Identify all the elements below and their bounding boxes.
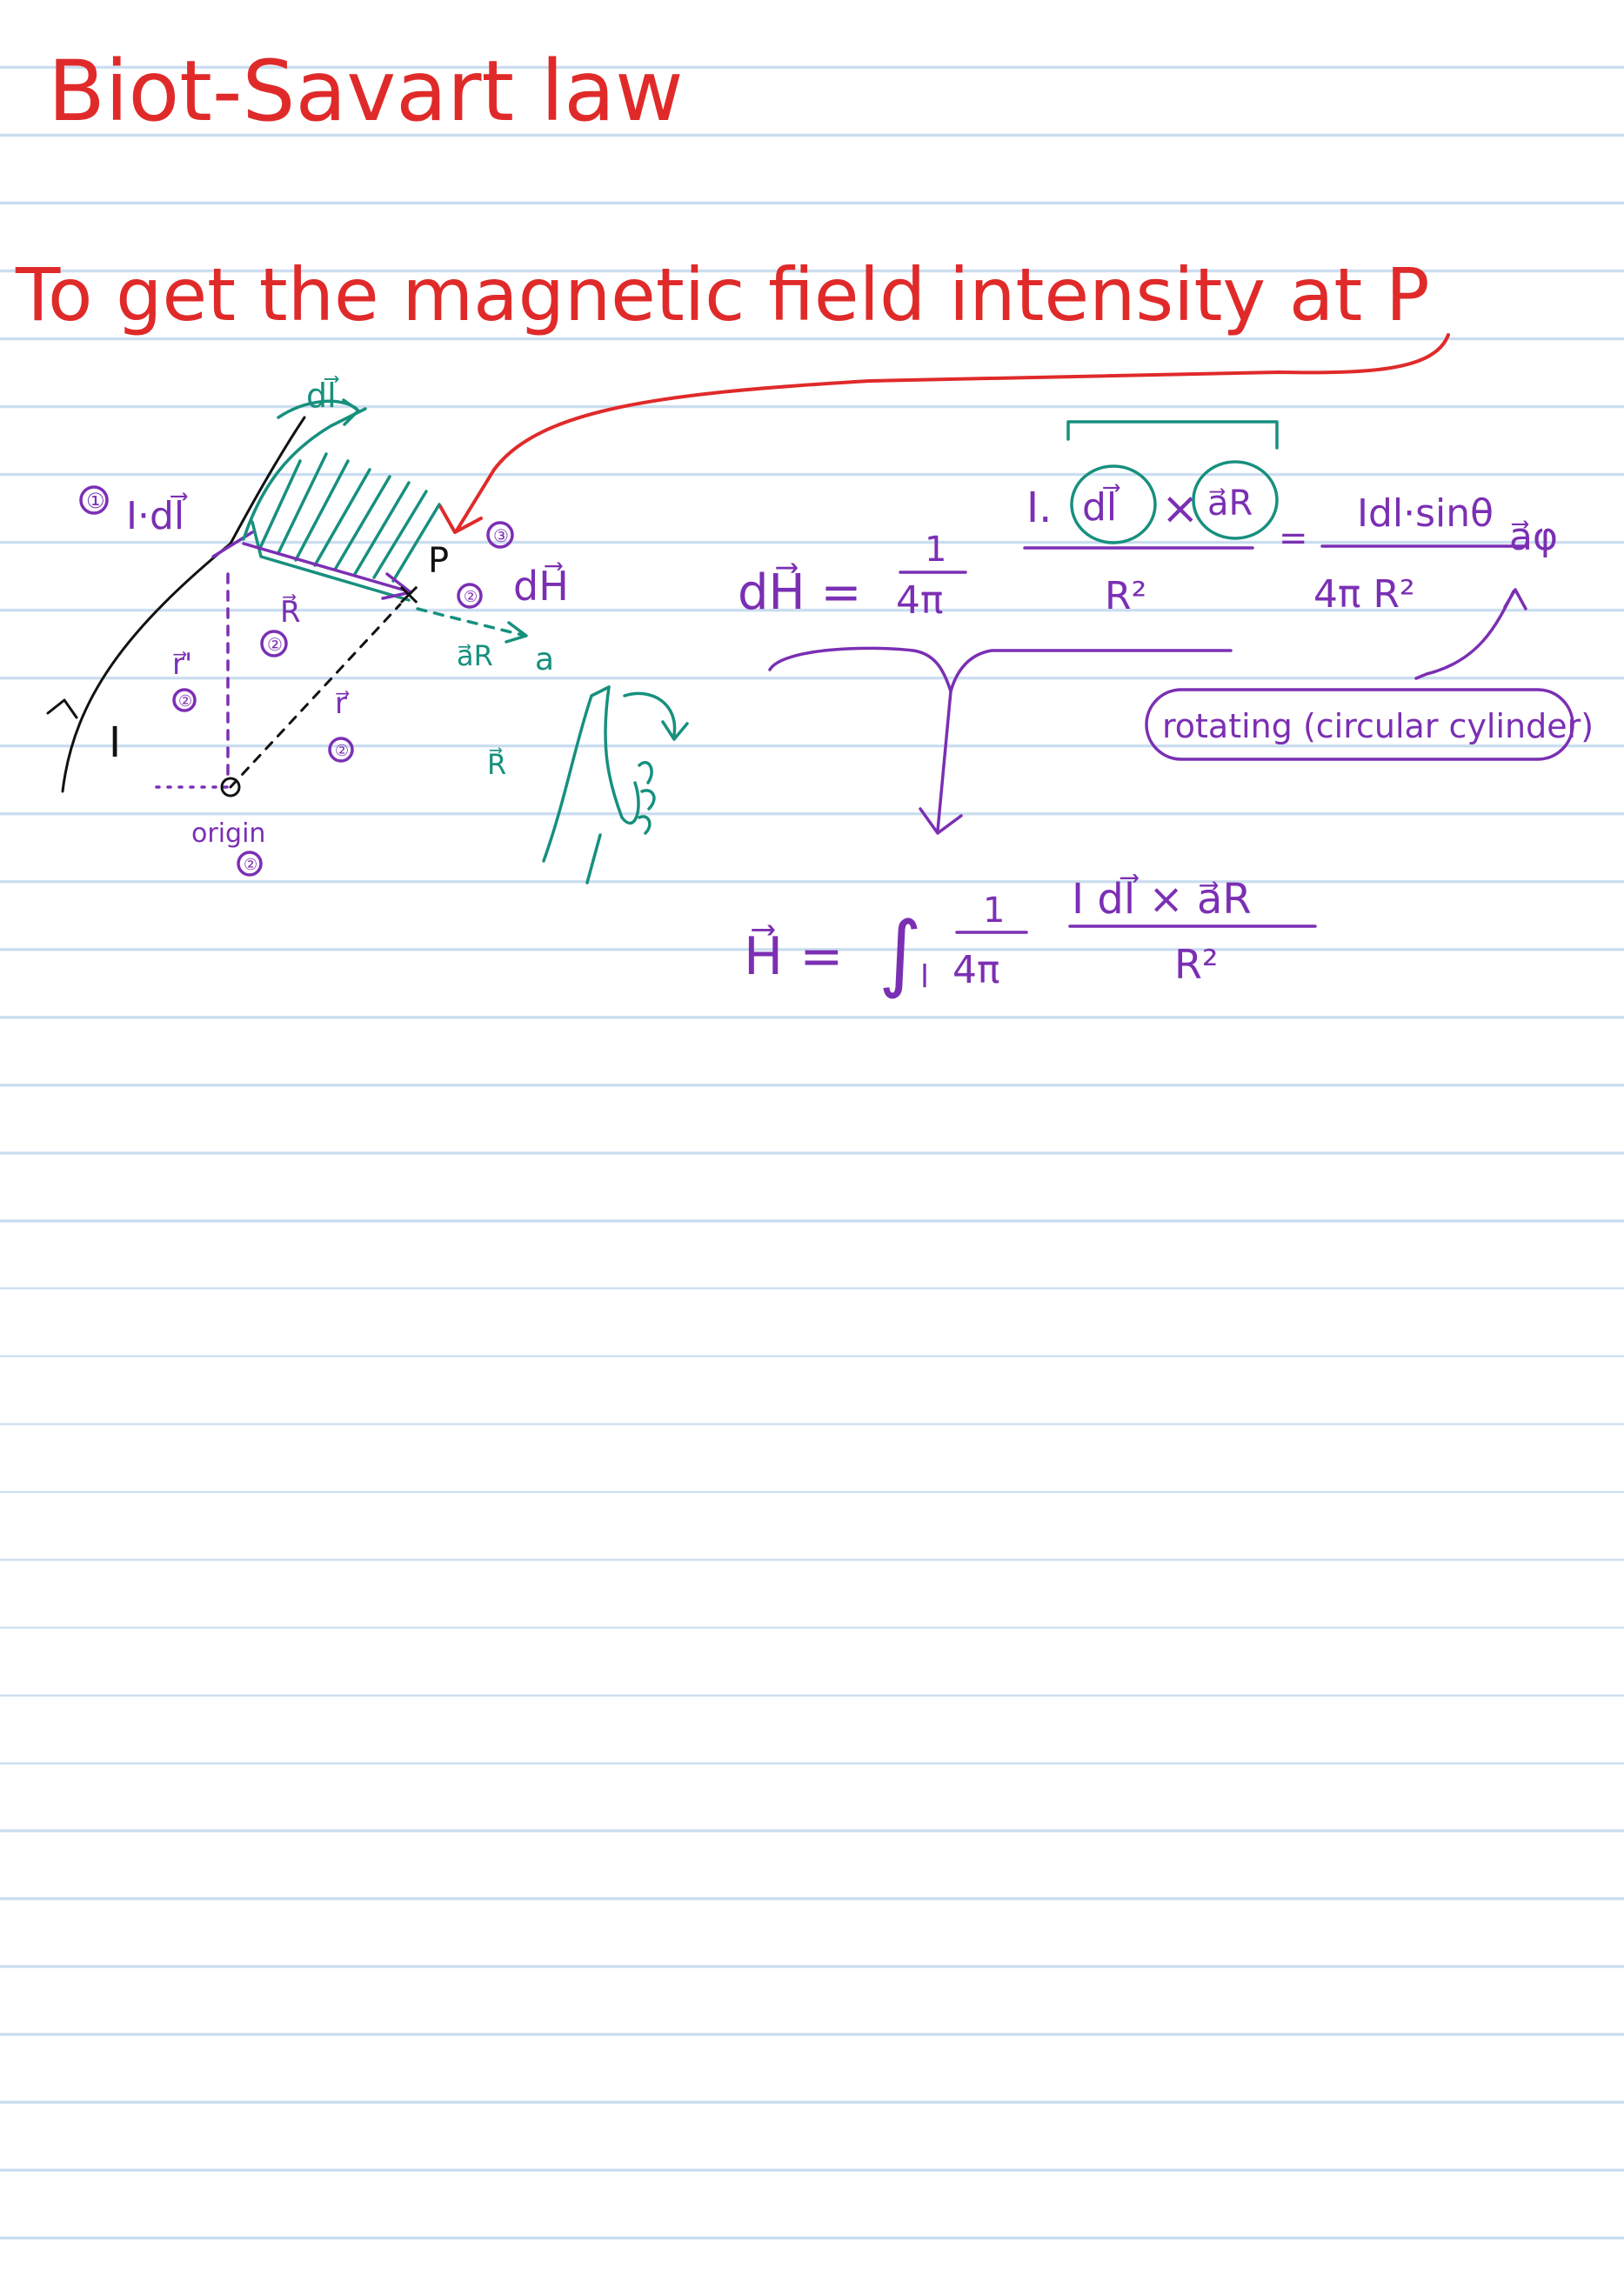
eq2-coef-den: 4π: [952, 948, 1000, 992]
page-title: Biot-Savart law: [48, 43, 684, 140]
eq2-coef-num: 1: [983, 891, 1006, 931]
R-label: R⃗: [487, 748, 507, 781]
eq1-frac1-aR: a⃗R: [1207, 484, 1253, 524]
current-element-label: I·dl⃗: [126, 494, 185, 538]
eq1-frac1-dl: dl⃗: [1082, 485, 1118, 530]
eq2-integral: ∫: [879, 904, 923, 1001]
vector-r-label: r⃗: [335, 686, 347, 721]
brace-stem: [938, 691, 951, 831]
eq1-frac2-den: 4π R²: [1313, 572, 1415, 617]
eq2-lhs: H⃗ =: [744, 926, 844, 987]
origin-label: origin: [191, 818, 266, 849]
aR-line: [418, 609, 522, 635]
aR-label: a⃗R: [457, 639, 493, 672]
eq1-note: rotating (circular cylinder): [1162, 707, 1594, 745]
eq1-coef-den: 4π: [896, 578, 944, 623]
group-brace: [770, 648, 1231, 691]
vector-r-prime-label: r⃗': [172, 647, 193, 682]
right-hand-icon: [544, 687, 687, 883]
red-connector-arrow: [457, 335, 1448, 531]
step3-label: ③: [493, 525, 509, 546]
dH-label: dH⃗: [513, 563, 569, 610]
eq2-sub: l: [920, 959, 930, 995]
eq1-frac1-I: I.: [1026, 484, 1053, 532]
step2-label-d: ②: [244, 856, 258, 874]
vector-r-line: [231, 604, 400, 787]
step2-label-a: ②: [178, 692, 193, 711]
current-arrow-icon: [48, 700, 77, 718]
eq2-den: R²: [1174, 941, 1219, 988]
note-arrowhead-icon: [1505, 590, 1526, 609]
step1-label: ①: [86, 489, 105, 513]
step2-label-e: ②: [464, 588, 478, 606]
note-arrow: [1416, 591, 1514, 678]
wire-curve: [63, 544, 231, 791]
step2-label-c: ②: [335, 742, 350, 760]
current-label: I: [109, 718, 122, 767]
dl-label: dl⃗: [306, 377, 337, 415]
point-p-marker-icon: ×: [396, 577, 423, 612]
eq1-frac1-den: R²: [1105, 574, 1147, 618]
hatched-plane: [244, 400, 439, 600]
eq2-num: I dl⃗ × a⃗R: [1072, 875, 1252, 924]
vector-R-label: R⃗: [280, 595, 301, 630]
page-subtitle: To get the magnetic field intensity at P: [16, 252, 1430, 337]
numerator-bracket: [1068, 422, 1277, 448]
eq1-equals: =: [1279, 518, 1308, 558]
point-p-label: P: [428, 541, 450, 581]
eq1-coef-num: 1: [925, 530, 947, 570]
eq1-lhs: dH⃗ =: [738, 564, 862, 621]
eq1-frac2-num: Idl·sinθ: [1357, 491, 1494, 536]
eq1-unit-vector: a⃗φ: [1509, 515, 1558, 559]
step2-label-b: ②: [267, 634, 283, 655]
red-arrowhead-icon: [440, 506, 481, 532]
a-label: a: [535, 642, 555, 677]
vector-R-line: [244, 544, 409, 591]
eq1-frac1-cross: ×: [1161, 483, 1200, 535]
